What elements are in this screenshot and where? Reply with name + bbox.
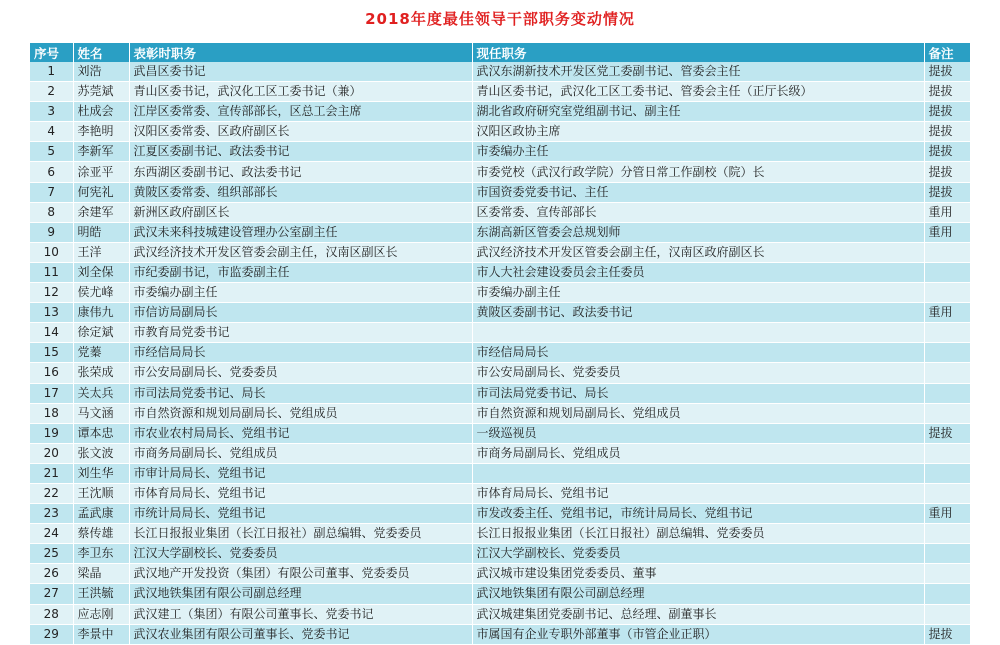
cell-current-position: 市公安局副局长、党委委员: [472, 363, 924, 383]
cell-current-position: 武汉城建集团党委副书记、总经理、副董事长: [472, 604, 924, 624]
cell-no: 18: [30, 403, 73, 423]
cell-no: 14: [30, 323, 73, 343]
header-name: 姓名: [73, 43, 129, 62]
cell-current-position: [472, 463, 924, 483]
cell-no: 12: [30, 283, 73, 303]
table-row: [30, 363, 970, 383]
cell-no: 10: [30, 242, 73, 262]
cell-current-position: 市经信局局长: [472, 343, 924, 363]
cell-former-position: 市自然资源和规划局副局长、党组成员: [129, 403, 472, 423]
cell-note: 提拔: [924, 624, 970, 644]
cell-no: 24: [30, 524, 73, 544]
cell-name: 李艳明: [73, 122, 129, 142]
page-title: 2018年度最佳领导干部职务变动情况: [365, 10, 635, 28]
cell-current-position: 市自然资源和规划局副局长、党组成员: [472, 403, 924, 423]
header-no: 序号: [30, 43, 73, 62]
cell-name: 李景中: [73, 624, 129, 644]
table-row: [30, 242, 970, 262]
cell-name: 刘生华: [73, 463, 129, 483]
cell-note: [924, 443, 970, 463]
cell-name: 杜成会: [73, 102, 129, 122]
cell-current-position: 市委党校（武汉行政学院）分管日常工作副校（院）长: [472, 162, 924, 182]
table-row: [30, 202, 970, 222]
cell-former-position: 武汉地产开发投资（集团）有限公司董事、党委委员: [129, 564, 472, 584]
cell-no: 8: [30, 202, 73, 222]
cell-former-position: 市纪委副书记，市监委副主任: [129, 262, 472, 282]
cell-former-position: 市体育局局长、党组书记: [129, 483, 472, 503]
cell-note: [924, 604, 970, 624]
cell-current-position: 区委常委、宣传部部长: [472, 202, 924, 222]
cell-former-position: 青山区委书记，武汉化工区工委书记（兼）: [129, 82, 472, 102]
cell-note: 提拔: [924, 122, 970, 142]
cell-no: 5: [30, 142, 73, 162]
cell-note: [924, 403, 970, 423]
table-row: [30, 383, 970, 403]
cell-former-position: 市审计局局长、党组书记: [129, 463, 472, 483]
cell-note: [924, 463, 970, 483]
cell-former-position: 市公安局副局长、党委委员: [129, 363, 472, 383]
table-row: [30, 584, 970, 604]
table-row: [30, 624, 970, 644]
cell-current-position: 市属国有企业专职外部董事（市管企业正职）: [472, 624, 924, 644]
cell-current-position: 东湖高新区管委会总规划师: [472, 222, 924, 242]
cell-name: 李新军: [73, 142, 129, 162]
cell-note: 重用: [924, 202, 970, 222]
cell-current-position: 武汉经济技术开发区管委会副主任，汉南区政府副区长: [472, 242, 924, 262]
table-body: [30, 62, 970, 644]
cell-former-position: 市统计局局长、党组书记: [129, 504, 472, 524]
cell-note: 提拔: [924, 423, 970, 443]
cell-no: 4: [30, 122, 73, 142]
table-row: [30, 403, 970, 423]
table-row: [30, 162, 970, 182]
cell-name: 王洋: [73, 242, 129, 262]
table-row: [30, 262, 970, 282]
cell-current-position: 市司法局党委书记、局长: [472, 383, 924, 403]
cell-current-position: 市体育局局长、党组书记: [472, 483, 924, 503]
cell-former-position: 新洲区政府副区长: [129, 202, 472, 222]
cell-note: 重用: [924, 303, 970, 323]
cell-former-position: 汉阳区委常委、区政府副区长: [129, 122, 472, 142]
cell-former-position: 武汉未来科技城建设管理办公室副主任: [129, 222, 472, 242]
table-row: [30, 303, 970, 323]
cell-name: 张文波: [73, 443, 129, 463]
cell-current-position: 青山区委书记，武汉化工区工委书记、管委会主任（正厅长级）: [472, 82, 924, 102]
cell-note: [924, 343, 970, 363]
cell-current-position: 江汉大学副校长、党委委员: [472, 544, 924, 564]
cell-note: 提拔: [924, 182, 970, 202]
cell-current-position: 长江日报报业集团（长江日报社）副总编辑、党委委员: [472, 524, 924, 544]
table-row: [30, 483, 970, 503]
cell-name: 刘浩: [73, 62, 129, 82]
header-current-position: 现任职务: [472, 43, 924, 62]
cell-former-position: 黄陂区委常委、组织部部长: [129, 182, 472, 202]
table-row: [30, 102, 970, 122]
cell-name: 余建军: [73, 202, 129, 222]
cell-name: 康伟九: [73, 303, 129, 323]
cell-former-position: 东西湖区委副书记、政法委书记: [129, 162, 472, 182]
table-row: [30, 222, 970, 242]
cell-former-position: 市信访局副局长: [129, 303, 472, 323]
cell-note: [924, 242, 970, 262]
cell-name: 李卫东: [73, 544, 129, 564]
cell-name: 应志刚: [73, 604, 129, 624]
cell-current-position: 市国资委党委书记、主任: [472, 182, 924, 202]
cell-current-position: 湖北省政府研究室党组副书记、副主任: [472, 102, 924, 122]
cell-no: 6: [30, 162, 73, 182]
cell-name: 何宪礼: [73, 182, 129, 202]
cell-no: 29: [30, 624, 73, 644]
table-row: [30, 544, 970, 564]
cell-name: 党蓁: [73, 343, 129, 363]
cell-name: 王沈顺: [73, 483, 129, 503]
cell-name: 侯尤峰: [73, 283, 129, 303]
cell-current-position: 汉阳区政协主席: [472, 122, 924, 142]
cell-no: 21: [30, 463, 73, 483]
table-row: [30, 323, 970, 343]
table-row: [30, 283, 970, 303]
cell-name: 蔡传雄: [73, 524, 129, 544]
cell-note: [924, 283, 970, 303]
table-row: [30, 604, 970, 624]
cell-no: 26: [30, 564, 73, 584]
cell-note: 提拔: [924, 82, 970, 102]
cell-current-position: 武汉地铁集团有限公司副总经理: [472, 584, 924, 604]
cell-current-position: 市发改委主任、党组书记，市统计局局长、党组书记: [472, 504, 924, 524]
cell-no: 2: [30, 82, 73, 102]
cell-former-position: 长江日报报业集团（长江日报社）副总编辑、党委委员: [129, 524, 472, 544]
table-row: [30, 82, 970, 102]
cell-former-position: 江夏区委副书记、政法委书记: [129, 142, 472, 162]
cell-name: 王洪毓: [73, 584, 129, 604]
cell-former-position: 市经信局局长: [129, 343, 472, 363]
cell-note: [924, 483, 970, 503]
officials-table-container: [30, 43, 970, 645]
table-row: [30, 343, 970, 363]
cell-note: [924, 584, 970, 604]
table-row: [30, 182, 970, 202]
cell-former-position: 武汉经济技术开发区管委会副主任，汉南区副区长: [129, 242, 472, 262]
cell-note: [924, 363, 970, 383]
cell-name: 徐定斌: [73, 323, 129, 343]
cell-name: 明皓: [73, 222, 129, 242]
cell-no: 7: [30, 182, 73, 202]
cell-note: 提拔: [924, 62, 970, 82]
table-row: [30, 524, 970, 544]
cell-current-position: 市委编办副主任: [472, 283, 924, 303]
header-note: 备注: [924, 43, 970, 62]
cell-name: 刘全保: [73, 262, 129, 282]
cell-note: [924, 544, 970, 564]
table-row: [30, 423, 970, 443]
cell-no: 17: [30, 383, 73, 403]
cell-former-position: 江汉大学副校长、党委委员: [129, 544, 472, 564]
cell-former-position: 武汉地铁集团有限公司副总经理: [129, 584, 472, 604]
cell-name: 马文涵: [73, 403, 129, 423]
cell-name: 梁晶: [73, 564, 129, 584]
cell-former-position: 市司法局党委书记、局长: [129, 383, 472, 403]
header-former-position: 表彰时职务: [129, 43, 472, 62]
cell-note: 重用: [924, 504, 970, 524]
cell-no: 28: [30, 604, 73, 624]
cell-name: 关太兵: [73, 383, 129, 403]
cell-note: 重用: [924, 222, 970, 242]
cell-name: 张荣成: [73, 363, 129, 383]
cell-former-position: 市教育局党委书记: [129, 323, 472, 343]
table-row: [30, 564, 970, 584]
cell-former-position: 江岸区委常委、宣传部部长，区总工会主席: [129, 102, 472, 122]
cell-current-position: 市商务局副局长、党组成员: [472, 443, 924, 463]
cell-name: 孟武康: [73, 504, 129, 524]
table-header-row: [30, 43, 970, 62]
table-row: [30, 62, 970, 82]
cell-note: [924, 524, 970, 544]
cell-former-position: 市委编办副主任: [129, 283, 472, 303]
cell-note: [924, 383, 970, 403]
table-row: [30, 504, 970, 524]
cell-former-position: 武昌区委书记: [129, 62, 472, 82]
cell-no: 9: [30, 222, 73, 242]
cell-former-position: 武汉建工（集团）有限公司董事长、党委书记: [129, 604, 472, 624]
cell-no: 19: [30, 423, 73, 443]
cell-name: 涂亚平: [73, 162, 129, 182]
cell-no: 1: [30, 62, 73, 82]
cell-note: [924, 323, 970, 343]
officials-table: [30, 43, 971, 645]
cell-current-position: 市人大社会建设委员会主任委员: [472, 262, 924, 282]
cell-current-position: 武汉东湖新技术开发区党工委副书记、管委会主任: [472, 62, 924, 82]
cell-note: 提拔: [924, 162, 970, 182]
cell-no: 23: [30, 504, 73, 524]
table-row: [30, 142, 970, 162]
cell-no: 13: [30, 303, 73, 323]
cell-no: 16: [30, 363, 73, 383]
cell-current-position: 一级巡视员: [472, 423, 924, 443]
cell-current-position: [472, 323, 924, 343]
table-row: [30, 122, 970, 142]
cell-current-position: 市委编办主任: [472, 142, 924, 162]
table-row: [30, 443, 970, 463]
cell-former-position: 市商务局副局长、党组成员: [129, 443, 472, 463]
cell-no: 15: [30, 343, 73, 363]
cell-no: 27: [30, 584, 73, 604]
cell-name: 苏莞斌: [73, 82, 129, 102]
cell-note: 提拔: [924, 102, 970, 122]
cell-current-position: 黄陂区委副书记、政法委书记: [472, 303, 924, 323]
cell-no: 3: [30, 102, 73, 122]
cell-no: 20: [30, 443, 73, 463]
table-row: [30, 463, 970, 483]
cell-former-position: 武汉农业集团有限公司董事长、党委书记: [129, 624, 472, 644]
cell-no: 25: [30, 544, 73, 564]
cell-no: 22: [30, 483, 73, 503]
cell-former-position: 市农业农村局局长、党组书记: [129, 423, 472, 443]
cell-note: 提拔: [924, 142, 970, 162]
cell-name: 谭本忠: [73, 423, 129, 443]
cell-note: [924, 262, 970, 282]
cell-note: [924, 564, 970, 584]
cell-current-position: 武汉城市建设集团党委委员、董事: [472, 564, 924, 584]
cell-no: 11: [30, 262, 73, 282]
